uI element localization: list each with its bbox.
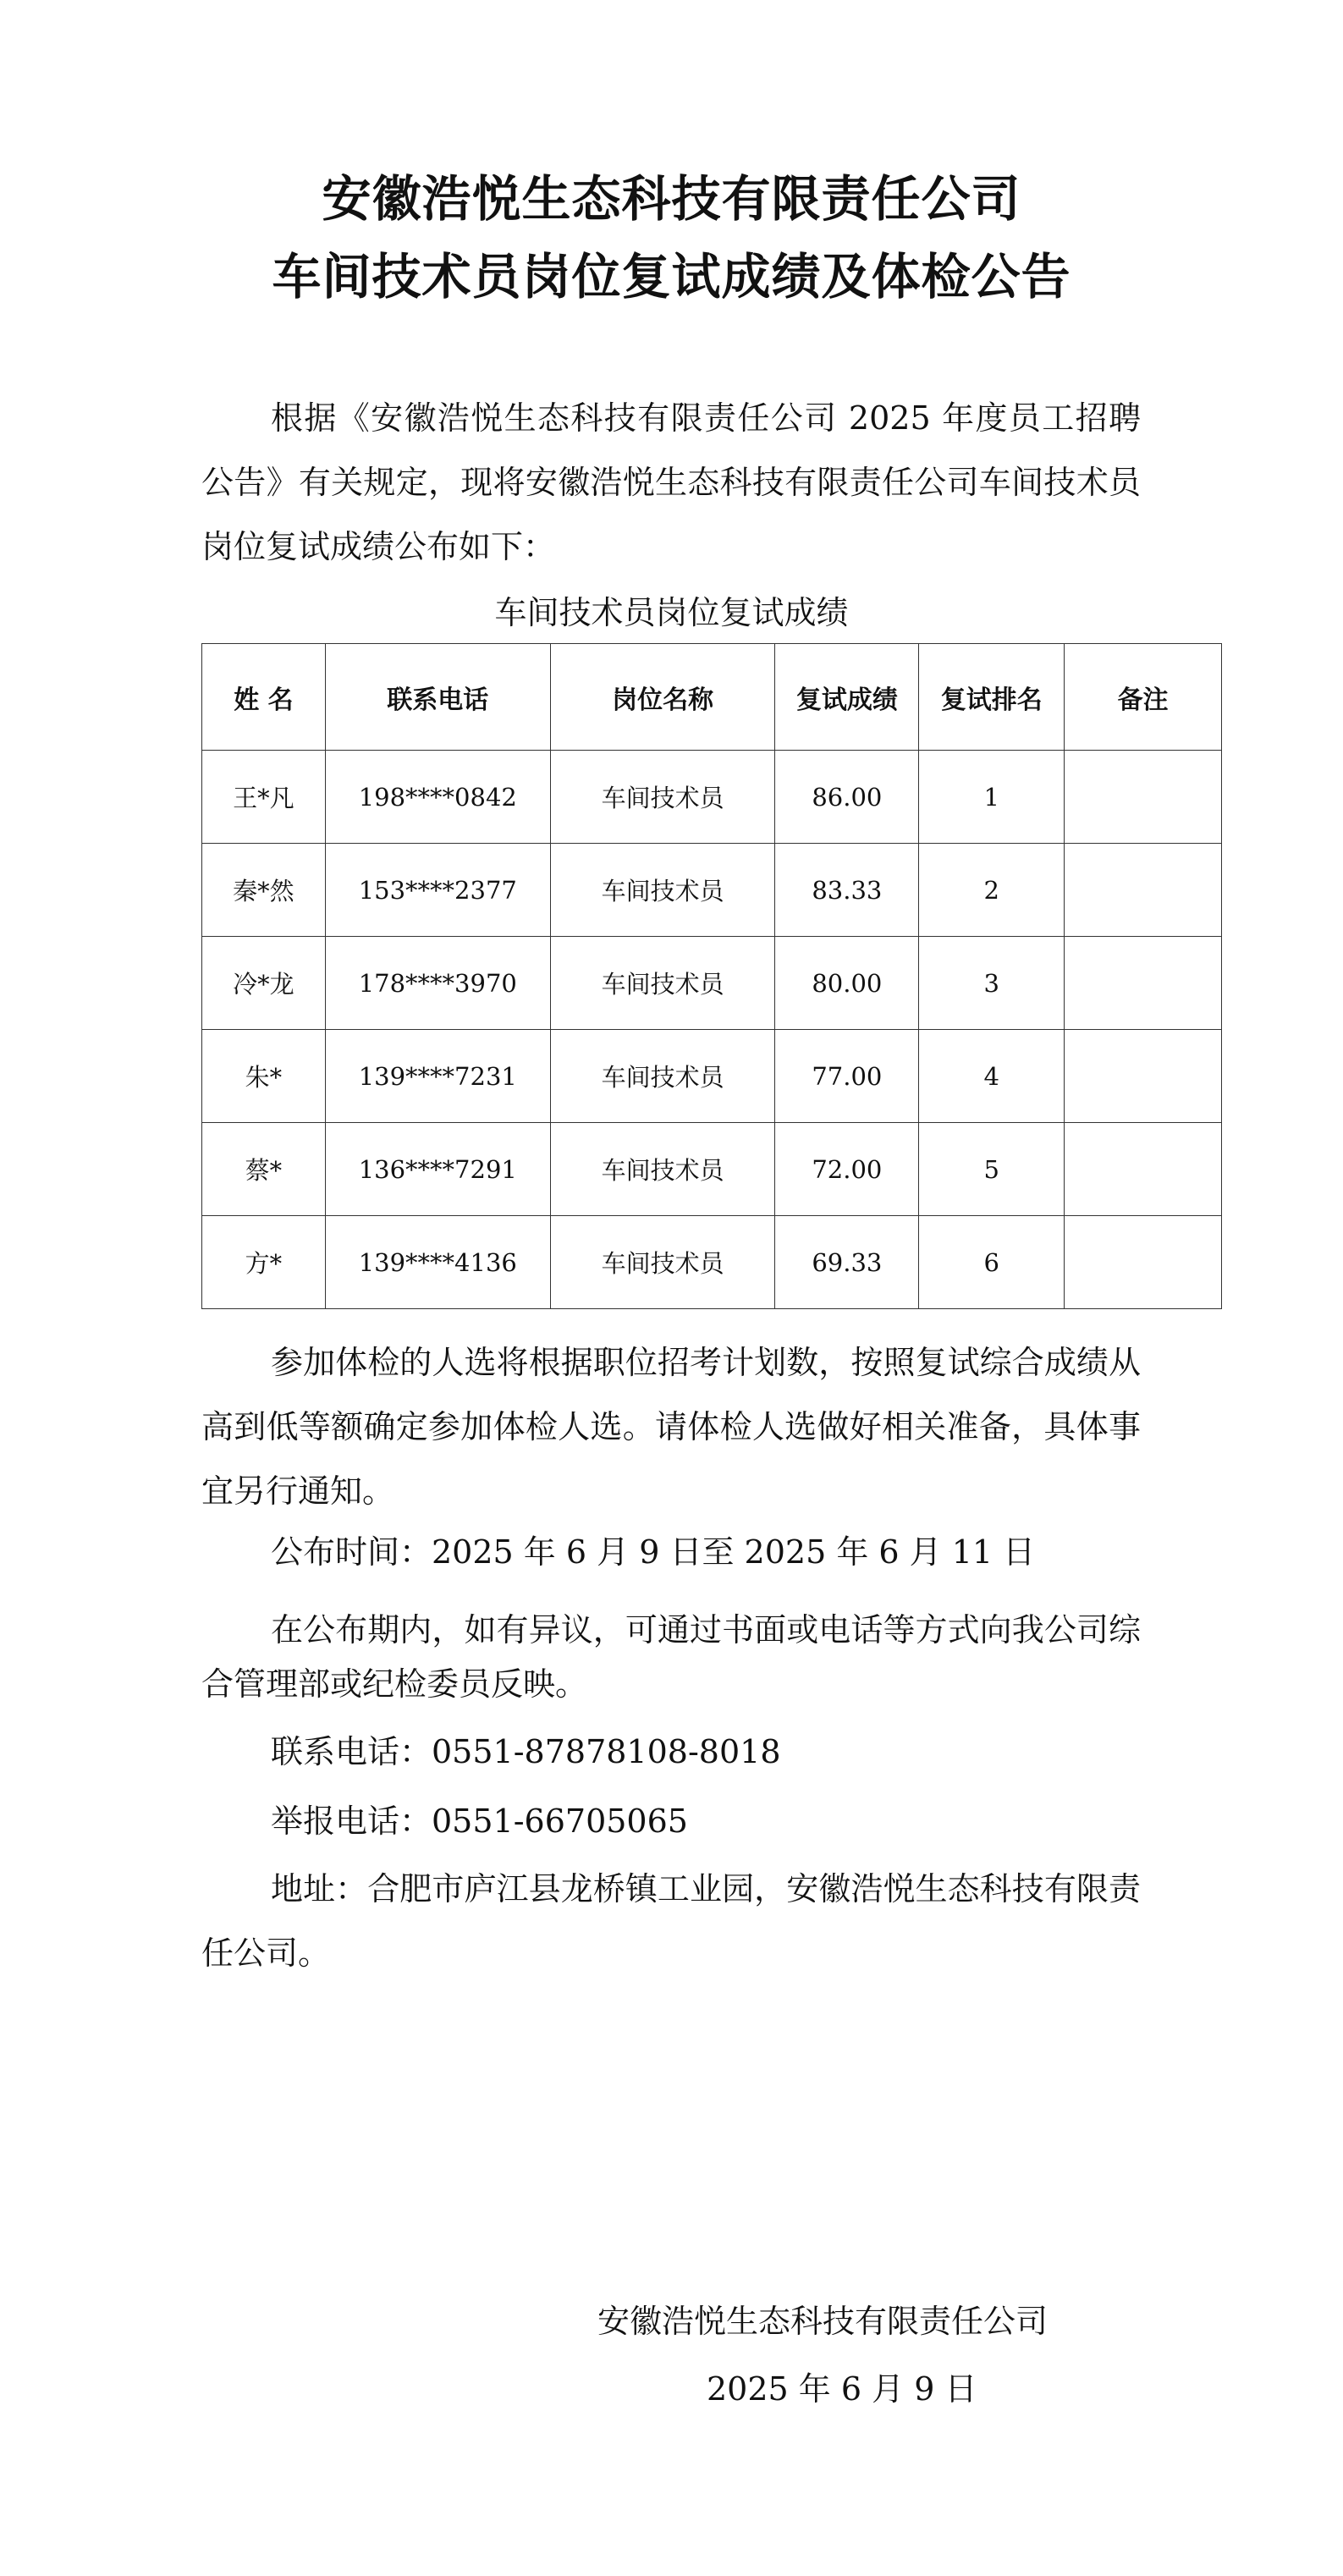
cell-position: 车间技术员 xyxy=(550,1216,775,1309)
exam-note-paragraph: 参加体检的人选将根据职位招考计划数，按照复试综合成绩从高到低等额确定参加体检人选。请体检人选做好相关准备，具体事宜另行通知。 xyxy=(201,1344,1141,1510)
cell-remark xyxy=(1065,1123,1222,1216)
cell-position: 车间技术员 xyxy=(550,1030,775,1123)
table-row xyxy=(202,1216,1222,1309)
cell-rank: 3 xyxy=(919,937,1065,1030)
cell-score: 80.00 xyxy=(775,937,919,1030)
cell-phone: 139****7231 xyxy=(325,1030,550,1123)
cell-phone: 178****3970 xyxy=(325,937,550,1030)
table-row xyxy=(202,1123,1222,1216)
cell-rank: 1 xyxy=(919,751,1065,844)
intro-paragraph: 根据《安徽浩悦生态科技有限责任公司 2025 年度员工招聘公告》有关规定，现将安徽浩悦生态科技有限责任公司车间技术员岗位复试成绩公布如下： xyxy=(201,399,1141,565)
score-table xyxy=(201,643,1222,1309)
cell-remark xyxy=(1065,751,1222,844)
cell-rank: 6 xyxy=(919,1216,1065,1309)
cell-name: 冷*龙 xyxy=(202,937,326,1030)
cell-score: 77.00 xyxy=(775,1030,919,1123)
header-phone: 联系电话 xyxy=(325,644,550,751)
cell-position: 车间技术员 xyxy=(550,1123,775,1216)
header-position: 岗位名称 xyxy=(550,644,775,751)
cell-position: 车间技术员 xyxy=(550,937,775,1030)
cell-score: 69.33 xyxy=(775,1216,919,1309)
cell-remark xyxy=(1065,1030,1222,1123)
cell-name: 秦*然 xyxy=(202,844,326,937)
header-name: 姓 名 xyxy=(202,644,326,751)
cell-name: 王*凡 xyxy=(202,751,326,844)
cell-remark xyxy=(1065,937,1222,1030)
cell-phone: 153****2377 xyxy=(325,844,550,937)
cell-phone: 136****7291 xyxy=(325,1123,550,1216)
table-row xyxy=(202,844,1222,937)
report-phone: 举报电话：0551-66705065 xyxy=(271,1803,688,1840)
objection-paragraph: 在公布期内，如有异议，可通过书面或电话等方式向我公司综合管理部或纪检委员反映。 xyxy=(201,1611,1141,1703)
contact-phone: 联系电话：0551-87878108-8018 xyxy=(271,1733,781,1770)
cell-name: 方* xyxy=(202,1216,326,1309)
cell-rank: 5 xyxy=(919,1123,1065,1216)
table-caption: 车间技术员岗位复试成绩 xyxy=(494,594,849,631)
header-score: 复试成绩 xyxy=(775,644,919,751)
table-row xyxy=(202,751,1222,844)
table-row xyxy=(202,937,1222,1030)
cell-position: 车间技术员 xyxy=(550,751,775,844)
cell-score: 83.33 xyxy=(775,844,919,937)
signature-company: 安徽浩悦生态科技有限责任公司 xyxy=(597,2303,1049,2340)
cell-phone: 139****4136 xyxy=(325,1216,550,1309)
table-row xyxy=(202,1030,1222,1123)
signature-date: 2025 年 6 月 9 日 xyxy=(707,2370,977,2408)
cell-position: 车间技术员 xyxy=(550,844,775,937)
cell-score: 86.00 xyxy=(775,751,919,844)
header-rank: 复试排名 xyxy=(919,644,1065,751)
cell-phone: 198****0842 xyxy=(325,751,550,844)
document-title-line1: 安徽浩悦生态科技有限责任公司 xyxy=(322,170,1021,228)
cell-score: 72.00 xyxy=(775,1123,919,1216)
cell-name: 朱* xyxy=(202,1030,326,1123)
table-header-row xyxy=(202,644,1222,751)
cell-remark xyxy=(1065,844,1222,937)
address-paragraph: 地址：合肥市庐江县龙桥镇工业园，安徽浩悦生态科技有限责任公司。 xyxy=(201,1870,1141,1972)
header-remark: 备注 xyxy=(1065,644,1222,751)
cell-name: 蔡* xyxy=(202,1123,326,1216)
cell-remark xyxy=(1065,1216,1222,1309)
document-title-line2: 车间技术员岗位复试成绩及体检公告 xyxy=(272,248,1071,305)
cell-rank: 4 xyxy=(919,1030,1065,1123)
publish-time: 公布时间：2025 年 6 月 9 日至 2025 年 6 月 11 日 xyxy=(271,1533,1036,1571)
cell-rank: 2 xyxy=(919,844,1065,937)
